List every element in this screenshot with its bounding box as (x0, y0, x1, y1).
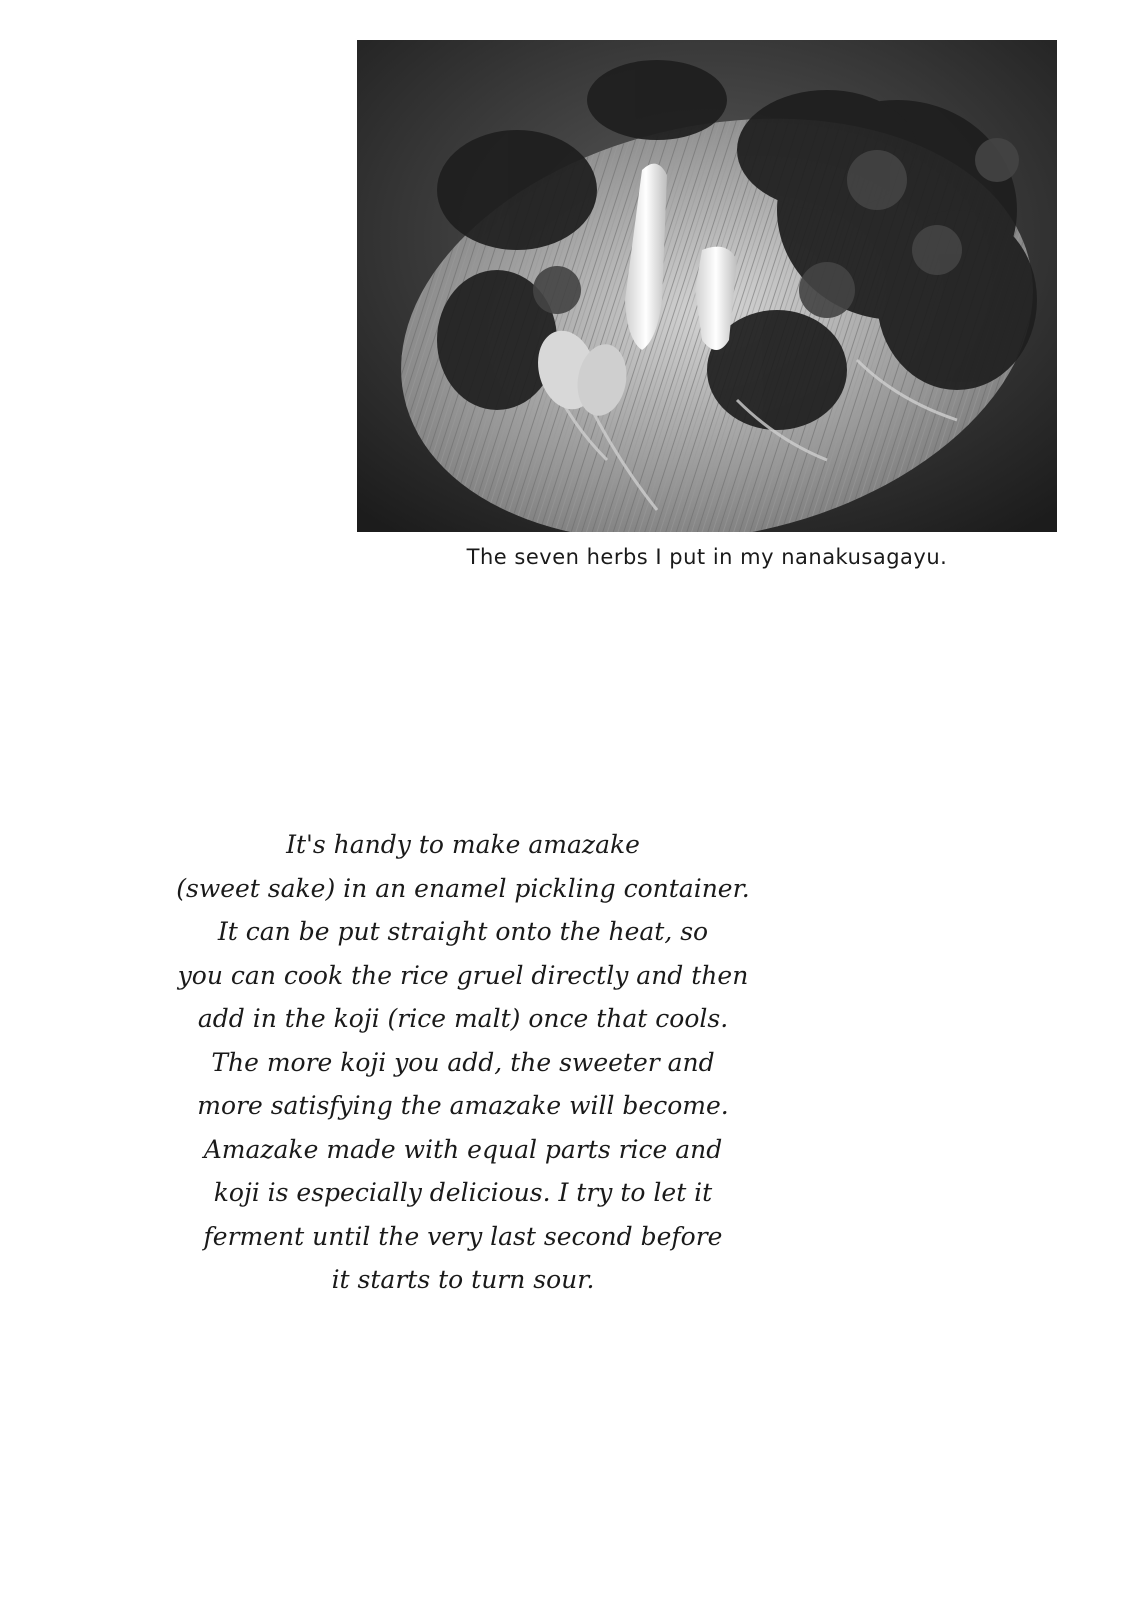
body-line: add in the koji (rice malt) once that cools. (197, 1004, 729, 1033)
photo-caption: The seven herbs I put in my nanakusagayu. (466, 545, 948, 569)
body-line: it starts to turn sour. (331, 1265, 595, 1294)
body-line: It's handy to make amazake (286, 830, 640, 859)
body-line: It can be put straight onto the heat, so (217, 917, 709, 946)
body-line: koji is especially delicious. I try to let it (213, 1178, 713, 1207)
body-line: more satisfying the amazake will become. (197, 1091, 729, 1120)
vegetable-basket-photo-icon (357, 40, 1057, 532)
body-line: The more koji you add, the sweeter and (211, 1047, 715, 1077)
body-line: ferment until the very last second before (203, 1221, 723, 1251)
body-paragraph (100, 823, 826, 1302)
herbs-photo (357, 40, 1057, 532)
body-line: you can cook the rice gruel directly and then (177, 960, 749, 990)
body-line: Amazake made with equal parts rice and (203, 1134, 723, 1164)
body-line: (sweet sake) in an enamel pickling container. (176, 873, 750, 903)
